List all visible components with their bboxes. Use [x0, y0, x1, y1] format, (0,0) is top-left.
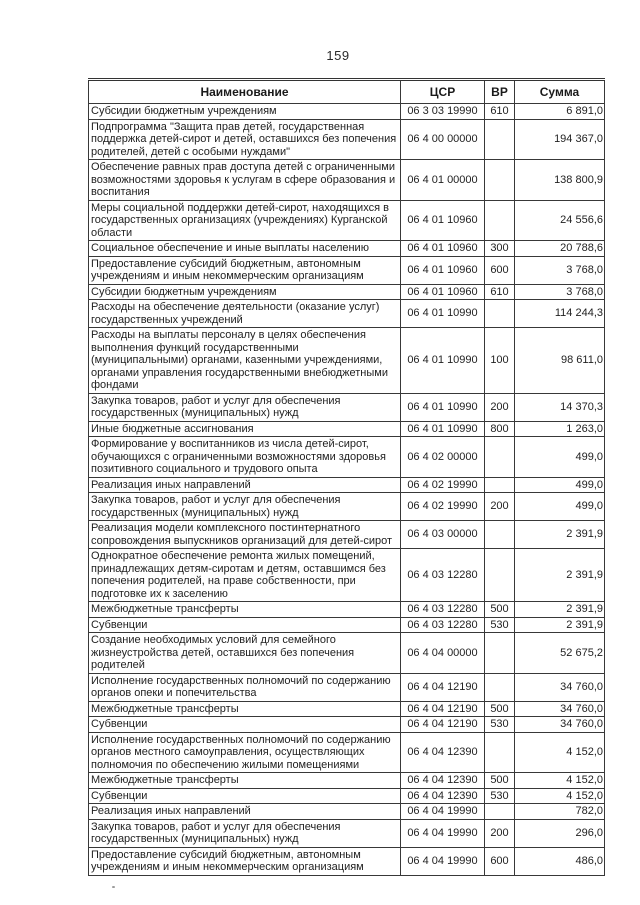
- cell-name: Подпрограмма "Защита прав детей, государственная поддержка детей-сирот и детей, оставшихся без попечения родителей, детей с особыми нуждами": [89, 119, 401, 160]
- table-row: [89, 549, 605, 602]
- table-row: [89, 200, 605, 241]
- cell-vr: 530: [485, 788, 515, 804]
- table-row: [89, 477, 605, 493]
- cell-name: Социальное обеспечение и иные выплаты населению: [89, 241, 401, 257]
- cell-vr: [485, 549, 515, 602]
- cell-vr: 600: [485, 256, 515, 284]
- table-row: [89, 617, 605, 633]
- cell-csr: 06 4 04 00000: [401, 633, 485, 674]
- table-row: [89, 256, 605, 284]
- cell-sum: 782,0: [515, 804, 605, 820]
- cell-csr: 06 4 03 12280: [401, 602, 485, 618]
- cell-sum: 6 891,0: [515, 104, 605, 120]
- table-row: [89, 160, 605, 201]
- table-row: [89, 437, 605, 478]
- cell-sum: 3 768,0: [515, 284, 605, 300]
- cell-name: Исполнение государственных полномочий по содержанию органов местного самоуправления, осуществляющих полномочия по обеспечению жилыми помещениями: [89, 732, 401, 773]
- cell-csr: 06 4 01 10960: [401, 200, 485, 241]
- table-row: [89, 300, 605, 328]
- cell-name: Субвенции: [89, 788, 401, 804]
- cell-vr: [485, 200, 515, 241]
- cell-name: Расходы на обеспечение деятельности (оказание услуг) государственных учреждений: [89, 300, 401, 328]
- table-header-row: [89, 80, 605, 104]
- cell-sum: 138 800,9: [515, 160, 605, 201]
- cell-sum: 4 152,0: [515, 773, 605, 789]
- cell-csr: 06 4 01 10990: [401, 421, 485, 437]
- table-row: [89, 602, 605, 618]
- table-row: [89, 788, 605, 804]
- table-row: [89, 521, 605, 549]
- table-row: [89, 717, 605, 733]
- cell-sum: 4 152,0: [515, 732, 605, 773]
- cell-name: Субсидии бюджетным учреждениям: [89, 104, 401, 120]
- cell-name: Расходы на выплаты персоналу в целях обеспечения выполнения функций государственными (муниципальными) органами, казенными учреждениями, органами управления государственными внебюджетными фондами: [89, 328, 401, 394]
- cell-name: Предоставление субсидий бюджетным, автономным учреждениям и иным некоммерческим организациям: [89, 256, 401, 284]
- cell-vr: 530: [485, 617, 515, 633]
- budget-table: [88, 78, 605, 876]
- cell-csr: 06 4 04 12190: [401, 701, 485, 717]
- cell-sum: 2 391,9: [515, 549, 605, 602]
- cell-name: Исполнение государственных полномочий по содержанию органов опеки и попечительства: [89, 673, 401, 701]
- cell-csr: 06 4 02 19990: [401, 477, 485, 493]
- cell-csr: 06 4 01 10960: [401, 241, 485, 257]
- cell-csr: 06 4 03 12280: [401, 617, 485, 633]
- cell-sum: 499,0: [515, 493, 605, 521]
- cell-csr: 06 4 04 19990: [401, 819, 485, 847]
- cell-csr: 06 4 01 00000: [401, 160, 485, 201]
- cell-vr: [485, 633, 515, 674]
- cell-csr: 06 4 04 12390: [401, 773, 485, 789]
- cell-sum: 499,0: [515, 477, 605, 493]
- cell-sum: 296,0: [515, 819, 605, 847]
- cell-name: Межбюджетные трансферты: [89, 773, 401, 789]
- cell-sum: 1 263,0: [515, 421, 605, 437]
- table-row: [89, 673, 605, 701]
- cell-csr: 06 4 01 10960: [401, 256, 485, 284]
- cell-name: Субвенции: [89, 717, 401, 733]
- cell-csr: 06 4 03 00000: [401, 521, 485, 549]
- cell-sum: 2 391,9: [515, 602, 605, 618]
- cell-name: Создание необходимых условий для семейного жизнеустройства детей, оставшихся без попечения родителей: [89, 633, 401, 674]
- cell-name: Меры социальной поддержки детей-сирот, находящихся в государственных организациях (учреждениях) Курганской области: [89, 200, 401, 241]
- cell-csr: 06 4 04 19990: [401, 804, 485, 820]
- cell-name: Межбюджетные трансферты: [89, 701, 401, 717]
- table-row: [89, 241, 605, 257]
- cell-sum: 194 367,0: [515, 119, 605, 160]
- cell-sum: 2 391,9: [515, 521, 605, 549]
- column-header-vr: ВР: [485, 80, 515, 104]
- column-header-name: Наименование: [89, 80, 401, 104]
- cell-vr: 500: [485, 701, 515, 717]
- table-row: [89, 104, 605, 120]
- cell-csr: 06 4 04 12390: [401, 732, 485, 773]
- cell-csr: 06 4 04 12190: [401, 717, 485, 733]
- table-row: [89, 284, 605, 300]
- cell-csr: 06 4 01 10990: [401, 328, 485, 394]
- cell-vr: 100: [485, 328, 515, 394]
- page-number: 159: [326, 48, 350, 63]
- cell-csr: 06 3 03 19990: [401, 104, 485, 120]
- cell-vr: 800: [485, 421, 515, 437]
- cell-name: Субсидии бюджетным учреждениям: [89, 284, 401, 300]
- cell-sum: 20 788,6: [515, 241, 605, 257]
- cell-name: Реализация иных направлений: [89, 477, 401, 493]
- cell-vr: [485, 732, 515, 773]
- cell-name: Субвенции: [89, 617, 401, 633]
- cell-csr: 06 4 04 19990: [401, 847, 485, 875]
- cell-sum: 52 675,2: [515, 633, 605, 674]
- cell-csr: 06 4 01 10990: [401, 300, 485, 328]
- cell-vr: 200: [485, 493, 515, 521]
- cell-vr: 530: [485, 717, 515, 733]
- cell-vr: 500: [485, 773, 515, 789]
- table-row: [89, 701, 605, 717]
- cell-sum: 114 244,3: [515, 300, 605, 328]
- table-row: [89, 393, 605, 421]
- cell-name: Закупка товаров, работ и услуг для обеспечения государственных (муниципальных) нужд: [89, 493, 401, 521]
- cell-sum: 34 760,0: [515, 673, 605, 701]
- table-row: [89, 493, 605, 521]
- scan-speckle: [112, 886, 115, 888]
- cell-vr: 200: [485, 819, 515, 847]
- table-row: [89, 773, 605, 789]
- cell-csr: 06 4 02 00000: [401, 437, 485, 478]
- cell-sum: 486,0: [515, 847, 605, 875]
- cell-vr: 500: [485, 602, 515, 618]
- table-body: [89, 104, 605, 876]
- cell-sum: 3 768,0: [515, 256, 605, 284]
- cell-vr: 610: [485, 284, 515, 300]
- cell-sum: 98 611,0: [515, 328, 605, 394]
- cell-sum: 34 760,0: [515, 701, 605, 717]
- cell-name: Однократное обеспечение ремонта жилых помещений, принадлежащих детям-сиротам и детям, оставшимся без попечения родителей, на праве собственности, при подготовке их к заселению: [89, 549, 401, 602]
- table-row: [89, 421, 605, 437]
- cell-vr: 600: [485, 847, 515, 875]
- cell-csr: 06 4 01 10990: [401, 393, 485, 421]
- table-row: [89, 328, 605, 394]
- cell-vr: [485, 119, 515, 160]
- cell-vr: [485, 521, 515, 549]
- cell-name: Реализация модели комплексного постинтернатного сопровождения выпускников организаций для детей-сирот: [89, 521, 401, 549]
- cell-vr: [485, 160, 515, 201]
- cell-vr: [485, 437, 515, 478]
- cell-vr: 300: [485, 241, 515, 257]
- cell-sum: 34 760,0: [515, 717, 605, 733]
- cell-vr: [485, 477, 515, 493]
- cell-csr: 06 4 00 00000: [401, 119, 485, 160]
- column-header-csr: ЦСР: [401, 80, 485, 104]
- cell-vr: [485, 804, 515, 820]
- cell-name: Межбюджетные трансферты: [89, 602, 401, 618]
- cell-name: Предоставление субсидий бюджетным, автономным учреждениям и иным некоммерческим организациям: [89, 847, 401, 875]
- cell-name: Закупка товаров, работ и услуг для обеспечения государственных (муниципальных) нужд: [89, 819, 401, 847]
- table-row: [89, 732, 605, 773]
- cell-csr: 06 4 02 19990: [401, 493, 485, 521]
- table-row: [89, 804, 605, 820]
- table-row: [89, 847, 605, 875]
- table-row: [89, 119, 605, 160]
- cell-name: Реализация иных направлений: [89, 804, 401, 820]
- cell-sum: 24 556,6: [515, 200, 605, 241]
- cell-name: Закупка товаров, работ и услуг для обеспечения государственных (муниципальных) нужд: [89, 393, 401, 421]
- cell-sum: 4 152,0: [515, 788, 605, 804]
- table-row: [89, 633, 605, 674]
- cell-vr: [485, 673, 515, 701]
- cell-csr: 06 4 01 10960: [401, 284, 485, 300]
- cell-name: Иные бюджетные ассигнования: [89, 421, 401, 437]
- cell-sum: 2 391,9: [515, 617, 605, 633]
- cell-vr: 200: [485, 393, 515, 421]
- cell-name: Формирование у воспитанников из числа детей-сирот, обучающихся с ограниченными возможностями здоровья позитивного социального и трудового опыта: [89, 437, 401, 478]
- cell-csr: 06 4 04 12190: [401, 673, 485, 701]
- table-row: [89, 819, 605, 847]
- cell-name: Обеспечение равных прав доступа детей с ограниченными возможностями здоровья к услугам в сфере образования и воспитания: [89, 160, 401, 201]
- cell-sum: 14 370,3: [515, 393, 605, 421]
- cell-sum: 499,0: [515, 437, 605, 478]
- cell-csr: 06 4 04 12390: [401, 788, 485, 804]
- cell-vr: 610: [485, 104, 515, 120]
- column-header-sum: Сумма: [515, 80, 605, 104]
- cell-csr: 06 4 03 12280: [401, 549, 485, 602]
- cell-vr: [485, 300, 515, 328]
